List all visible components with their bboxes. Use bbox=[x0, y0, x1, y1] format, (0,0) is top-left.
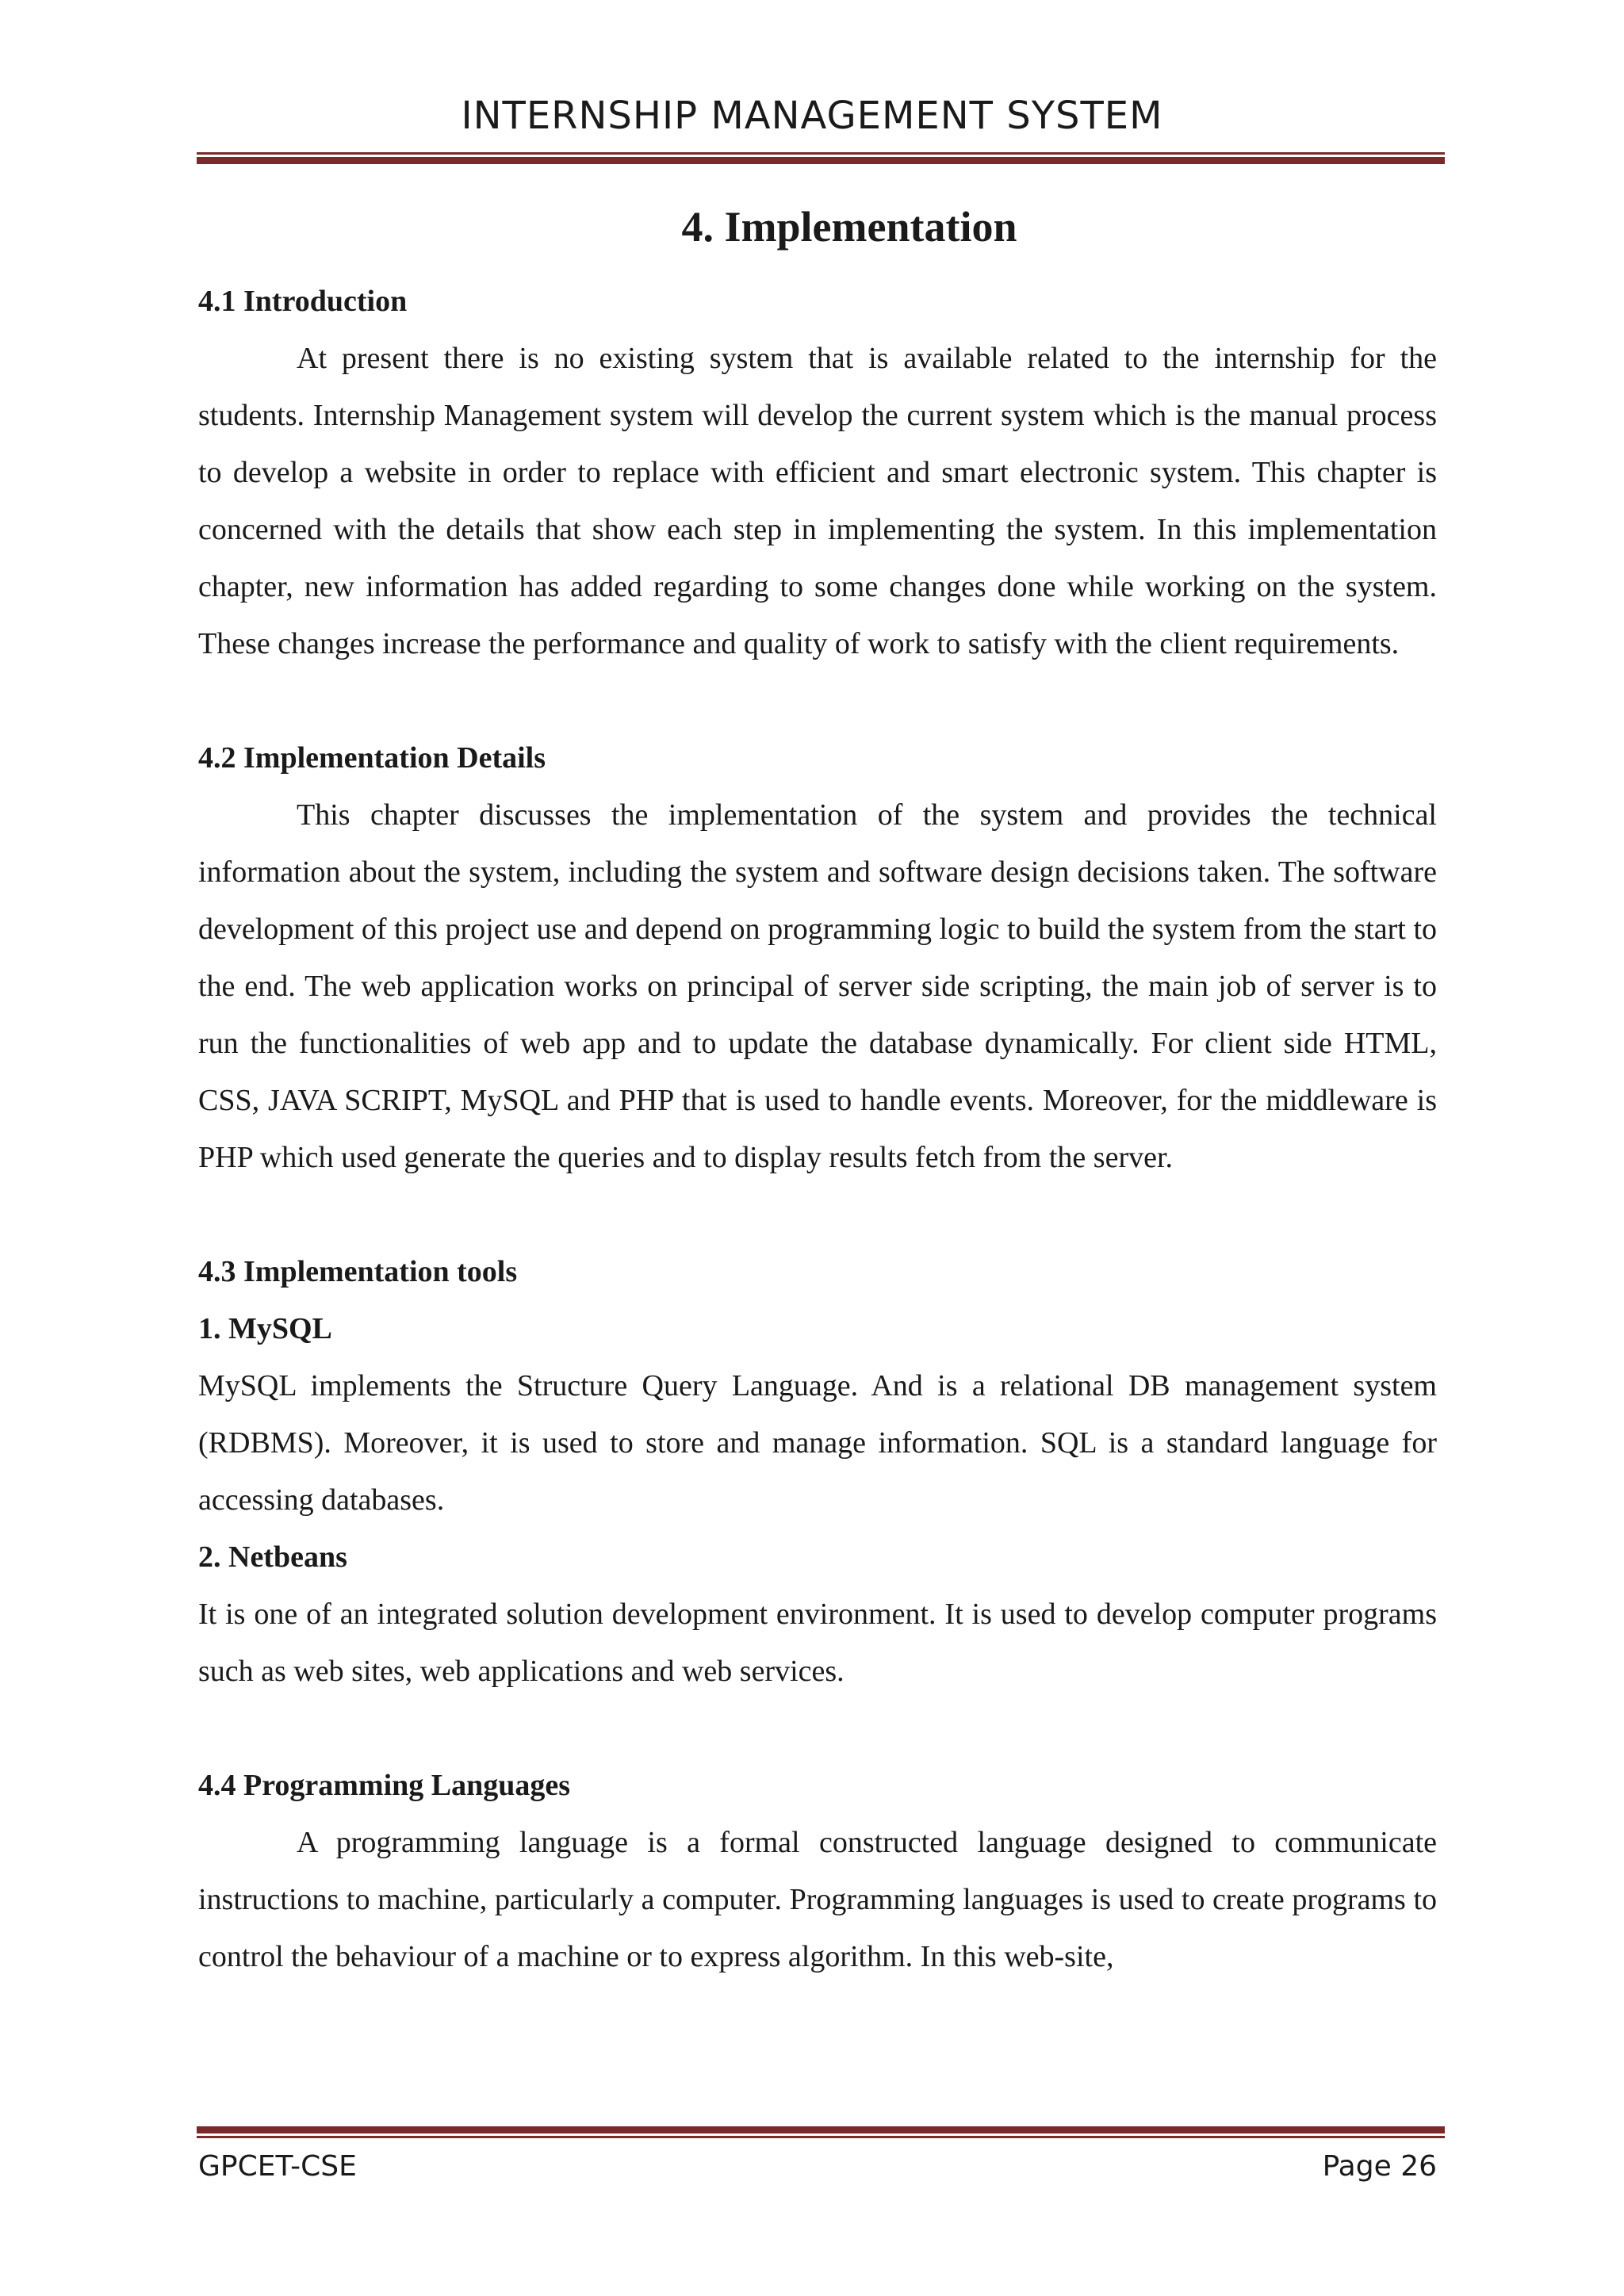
paragraph-introduction: At present there is no existing system that is available related to the internship for the students. Internship Management system will develop the current system which is the manual process to develop a website in order to replace with efficient and smart electronic system. This chapter is concerned with the details that show each step in implementing the system. In this implementation chapter, new information has added regarding to some changes done while working on the system. These changes increase the performance and quality of work to satisfy with the client requirements. bbox=[198, 342, 1437, 660]
footer-page-number: Page 26 bbox=[1322, 2150, 1437, 2183]
section-heading-programming-languages: 4.4 Programming Languages bbox=[198, 1769, 571, 1802]
spacer bbox=[198, 1186, 1437, 1243]
section-heading-implementation-tools: 4.3 Implementation tools bbox=[198, 1255, 518, 1288]
footer-department: GPCET-CSE bbox=[198, 2150, 357, 2183]
paragraph-implementation-details: This chapter discusses the implementation of the system and provides the technical information about the system, including the system and software design decisions taken. The software development of this project use and depend on programming logic to build the system from the start to the end. The web application works on principal of server side scripting, the main job of server is to run the functionalities of web app and to update the database dynamically. For client side HTML, CSS, JAVA SCRIPT, MySQL and PHP that is used to handle events. Moreover, for the middleware is PHP which used generate the queries and to display results fetch from the server. bbox=[198, 798, 1437, 1174]
spacer bbox=[198, 1700, 1437, 1757]
section-heading-implementation-details: 4.2 Implementation Details bbox=[198, 741, 546, 775]
footer-rule bbox=[197, 2126, 1445, 2138]
tool-title-mysql: 1. MySQL bbox=[198, 1312, 332, 1345]
running-header: INTERNSHIP MANAGEMENT SYSTEM bbox=[461, 94, 1163, 138]
page-body bbox=[198, 198, 1437, 1985]
tool-title-netbeans: 2. Netbeans bbox=[198, 1540, 347, 1574]
paragraph-mysql: MySQL implements the Structure Query Language. And is a relational DB management system (RDBMS). Moreover, it is used to store and manage information. SQL is a standard language for accessing databases. bbox=[198, 1369, 1437, 1517]
page-footer bbox=[198, 2150, 1437, 2183]
header-rule bbox=[197, 152, 1445, 164]
spacer bbox=[198, 672, 1437, 729]
paragraph-netbeans: It is one of an integrated solution development environment. It is used to develop computer programs such as web sites, web applications and web services. bbox=[198, 1598, 1437, 1688]
paragraph-programming-languages: A programming language is a formal constructed language designed to communicate instructions to machine, particularly a computer. Programming languages is used to create programs to control the behaviour of a machine or to express algorithm. In this web-site, bbox=[198, 1826, 1437, 1973]
section-heading-introduction: 4.1 Introduction bbox=[198, 285, 408, 318]
chapter-title: 4. Implementation bbox=[681, 203, 1017, 251]
